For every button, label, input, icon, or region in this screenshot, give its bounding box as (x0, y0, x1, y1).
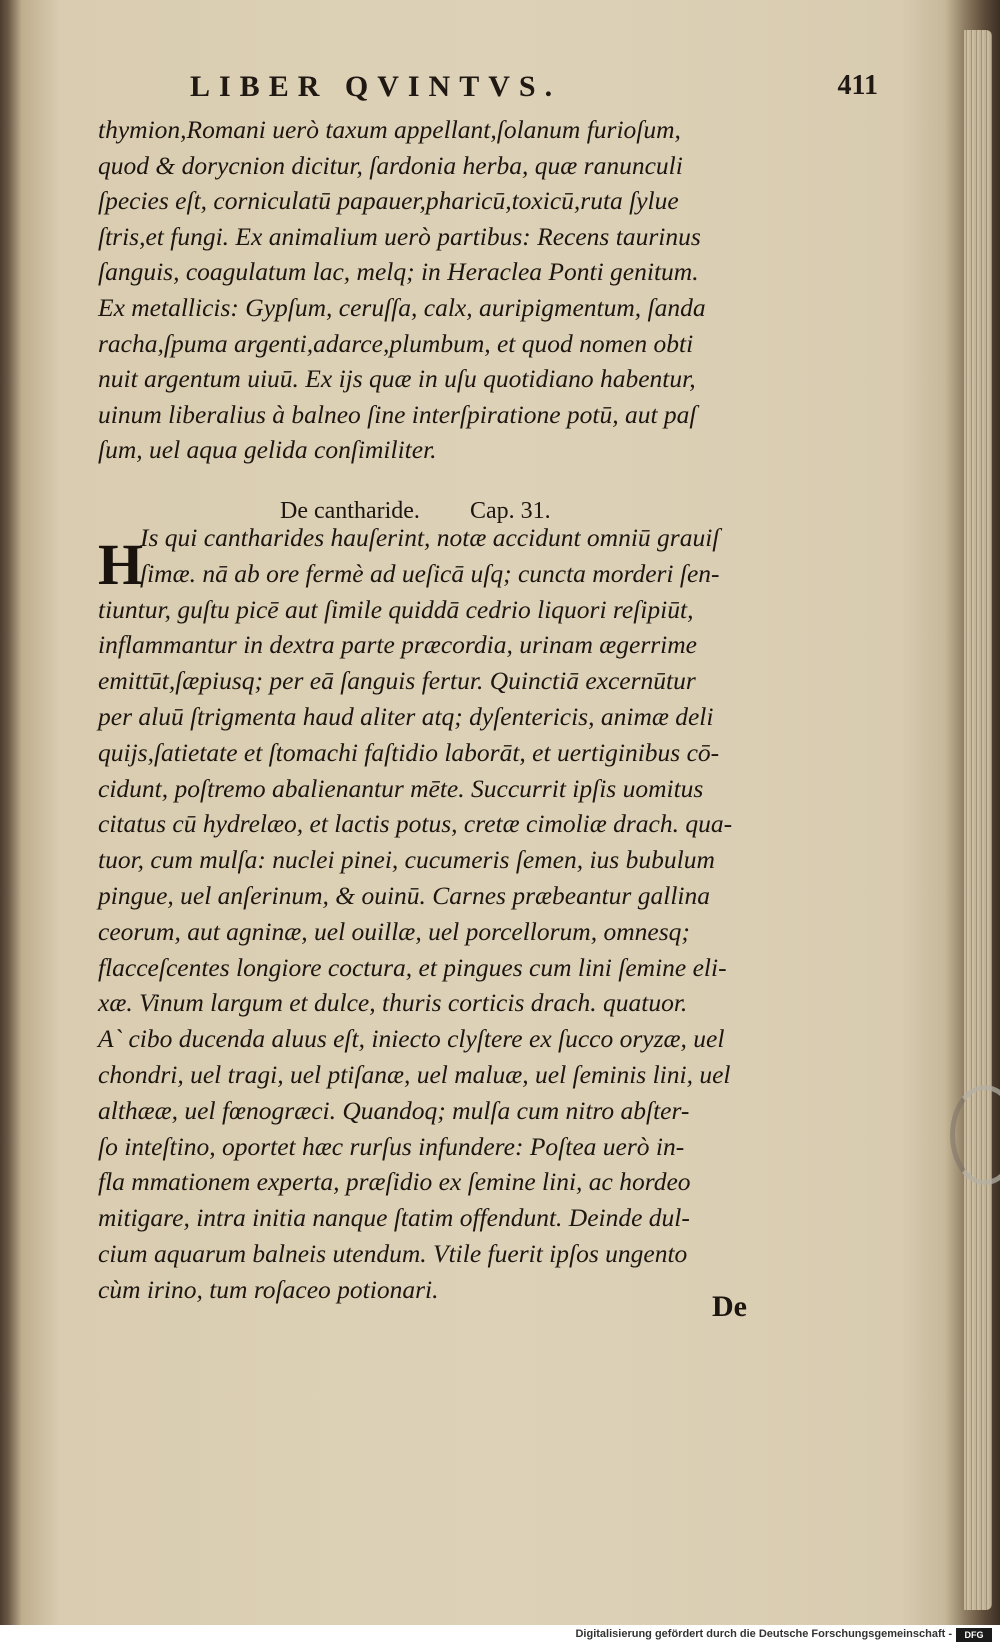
text-line: flacceſcentes longiore coctura, et pingues cum lini ſemine eli- (98, 952, 727, 982)
folio-number: 411 (837, 70, 878, 101)
text-line: ſum, uel aqua gelida conſimiliter. (98, 435, 437, 465)
text-line: pingue, uel anſerinum, & ouinū. Carnes præbeantur gallina (98, 880, 710, 910)
text-line: chondri, uel tragi, uel ptiſanæ, uel maluæ, uel ſeminis lini, uel (98, 1059, 731, 1089)
text-line: althææ, uel fœnogræci. Quandoq; mulſa cum nitro abſter- (98, 1095, 690, 1125)
text-line: ſpecies eſt, corniculatū papauer,pharicū,toxicū,ruta ſylue (98, 186, 679, 216)
text-line: uinum liberalius à balneo ſine interſpiratione potū, aut paſ (98, 399, 697, 429)
text-line: Is qui cantharides hauſerint, notæ accidunt omniū grauiſ (140, 523, 720, 552)
running-title: LIBER QVINTVS. (190, 70, 562, 103)
funding-credit: Digitalisierung gefördert durch die Deutsche Forschungsgemeinschaft - (575, 1628, 952, 1640)
text-line: A` cibo ducenda aluus eſt, iniecto clyſtere ex ſucco oryzæ, uel (98, 1024, 725, 1054)
chapter-number: Cap. 31. (470, 498, 551, 524)
text-line: emittūt,ſæpiusq; per eā ſanguis fertur. Quinctiā excernūtur (98, 666, 696, 696)
catchword: De (712, 1290, 747, 1323)
text-line: quod & dorycnion dicitur, ſardonia herba, quæ ranunculi (98, 150, 683, 180)
text-line: citatus cū hydrelæo, et lactis potus, cretæ cimoliæ drach. qua- (98, 809, 733, 839)
dfg-logo: DFG (956, 1628, 992, 1642)
text-line: tuor, cum mulſa: nuclei pinei, cucumeris ſemen, ius bubulum (98, 845, 715, 875)
page-header (190, 70, 878, 110)
text-line: ſimæ. nā ab ore fermè ad ueſicā uſq; cuncta morderi ſen- (140, 558, 720, 588)
text-line: ſanguis, coagulatum lac, melq; in Heraclea Ponti genitum. (98, 257, 699, 287)
text-line: tiuntur, guſtu picē aut ſimile quiddā cedrio liquori reſipiūt, (98, 594, 694, 624)
text-line: Ex metallicis: Gypſum, ceruſſa, calx, auripigmentum, ſanda (98, 292, 706, 322)
chapter-title: De cantharide. (280, 498, 420, 524)
text-line: racha,ſpuma argenti,adarce,plumbum, et quod nomen obti (98, 328, 694, 358)
text-line: per aluū ſtrigmenta haud aliter atq; dyſentericis, animæ deli (98, 701, 714, 731)
text-line: ſo inteſtino, oportet hæc rurſus infundere: Poſtea uerò in- (98, 1131, 685, 1161)
text-line: fla mmationem experta, præſidio ex ſemine lini, ac hordeo (98, 1167, 691, 1197)
drop-cap: H (98, 532, 144, 597)
text-line: cium aquarum balneis utendum. Vtile fuerit ipſos ungento (98, 1238, 688, 1268)
text-line: xæ. Vinum largum et dulce, thuris corticis drach. quatuor. (98, 988, 688, 1018)
text-block-1 (98, 112, 788, 468)
text-block-2 (98, 520, 788, 1308)
text-line: thymion,Romani uerò taxum appellant,ſolanum furioſum, (98, 115, 681, 144)
text-line: cidunt, poſtremo abalienantur mēte. Succurrit ipſis uomitus (98, 773, 704, 803)
text-line: quijs,ſatietate et ſtomachi faſtidio laborāt, et uertiginibus cō- (98, 737, 720, 767)
page-edges (964, 30, 992, 1610)
text-line: inflammantur in dextra parte præcordia, urinam ægerrime (98, 630, 698, 660)
text-line: mitigare, intra initia nanque ſtatim offendunt. Deinde dul- (98, 1203, 690, 1233)
text-line: ſtris,et fungi. Ex animalium uerò partibus: Recens taurinus (98, 221, 701, 251)
text-line: ceorum, aut agninæ, uel ouillæ, uel porcellorum, omnesq; (98, 916, 690, 946)
text-line: nuit argentum uiuū. Ex ijs quæ in uſu quotidiano habentur, (98, 364, 696, 394)
footer-bar (0, 1625, 1000, 1645)
clip-ring (950, 1085, 1000, 1185)
text-line: cùm irino, tum roſaceo potionari. (98, 1274, 439, 1304)
